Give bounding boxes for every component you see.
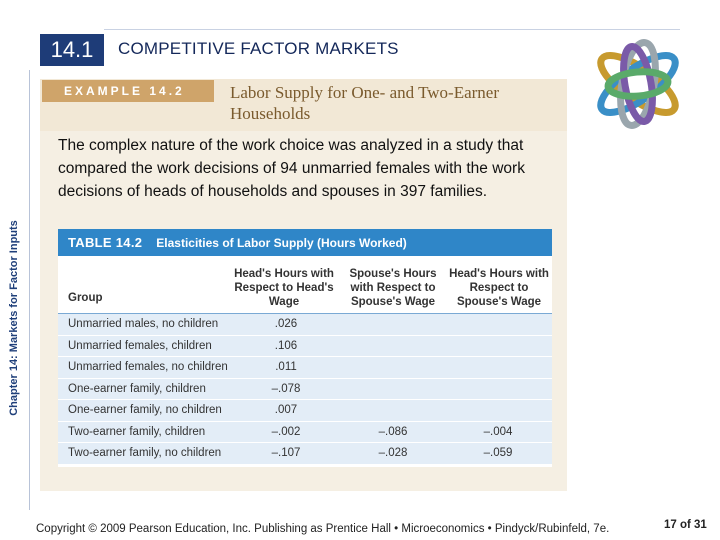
chapter-side-label <box>0 130 28 506</box>
table-rows <box>58 314 552 465</box>
table-header-bar <box>58 229 552 256</box>
row-value-c1: .007 <box>274 404 298 416</box>
row-group: Two-earner family, children <box>68 425 206 438</box>
col-head-heads-hours-heads-wage: Head's Hours with Respect to Head's Wage <box>234 268 334 308</box>
row-value-c2: –.028 <box>378 447 408 459</box>
chapter-label-text: Chapter 14: Markets for Factor Inputs <box>8 220 20 416</box>
row-group: Unmarried males, no children <box>68 318 219 330</box>
left-rule <box>29 70 30 510</box>
table-row <box>58 379 552 401</box>
table-row <box>58 443 552 465</box>
row-group: One-earner family, children <box>68 382 206 395</box>
row-value-c1: .011 <box>275 361 297 373</box>
col-head-group: Group <box>68 292 103 304</box>
copyright-footer: Copyright © 2009 Pearson Education, Inc. Publishing as Prentice Hall • Microeconomics • Pindyck/Rubinfeld, 7e. <box>36 523 610 535</box>
elasticity-table <box>58 256 552 467</box>
row-value-c3: –.059 <box>483 447 513 459</box>
row-value-c1: –.078 <box>271 382 301 395</box>
table-row <box>58 400 552 422</box>
row-value-c1: .026 <box>274 318 298 330</box>
row-group: Two-earner family, no children <box>68 447 222 459</box>
section-title: COMPETITIVE FACTOR MARKETS <box>118 39 399 58</box>
section-number: 14.1 <box>50 37 94 62</box>
row-value-c1: .106 <box>274 339 298 352</box>
table-row <box>58 357 552 379</box>
page-number: 17 of 31 <box>664 519 707 531</box>
example-tag-text: EXAMPLE 14.2 <box>64 84 185 98</box>
table-title: Elasticities of Labor Supply (Hours Worked) <box>156 235 407 250</box>
section-number-box <box>40 34 104 66</box>
table-row <box>58 422 552 444</box>
row-value-c3: –.004 <box>483 425 513 438</box>
row-group: One-earner family, no children <box>68 404 222 416</box>
row-value-c1: –.107 <box>271 447 301 459</box>
row-value-c2: –.086 <box>378 425 408 438</box>
row-group: Unmarried females, no children <box>68 361 228 373</box>
body-paragraph: The complex nature of the work choice was analyzed in a study that compared the work decisions of 94 unmarried females with the work decisions of heads of households and spouses in 397 families. <box>58 137 525 200</box>
example-title: Labor Supply for One- and Two-Earner Households <box>230 83 499 123</box>
interlocking-rings-icon <box>582 28 694 140</box>
col-head-spouses-hours-spouses-wage: Spouse's Hours with Respect to Spouse's Wage <box>349 268 437 308</box>
row-value-c1: –.002 <box>271 425 301 438</box>
table-row <box>58 314 552 336</box>
table-number: TABLE 14.2 <box>68 235 143 250</box>
table-row <box>58 336 552 358</box>
example-tag <box>42 80 214 102</box>
row-group: Unmarried females, children <box>68 339 212 352</box>
col-head-heads-hours-spouses-wage: Head's Hours with Respect to Spouse's Wage <box>449 268 549 308</box>
